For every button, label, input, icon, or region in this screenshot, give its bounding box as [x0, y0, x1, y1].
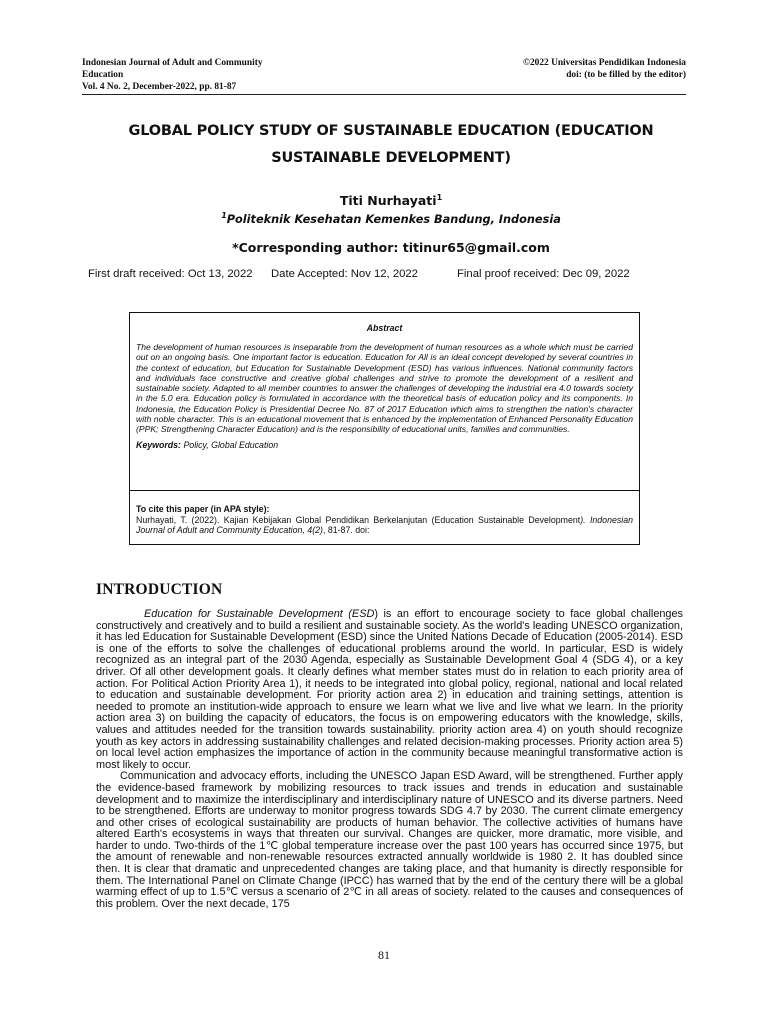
- keywords: [136, 440, 633, 450]
- paper-title-line1: GLOBAL POLICY STUDY OF SUSTAINABLE EDUCATION (EDUCATION: [128, 123, 654, 139]
- abstract-text: The development of human resources is inseparable from the development of human resources as a whole which must be carried out on an ongoing basis. One important factor is education. Education for All is an ideal concept developed by several countries in the context of education, but Education for Sustainable Development (ESD) has various influences. National community factors and individuals face constructive and creative global challenges and strive to promote the development of a resilient and sustainable society. Adapted to all member countries to answer the challenges of developing the industrial era 4.0 towards society in the 5.0 era. Education policy is formulated in accordance with the theoretical basis of education policy and its components. In Indonesia, the Education Policy is Presidential Decree No. 87 of 2017 Education which aims to strengthen the nation's character with noble character. This is an educational movement that is enhanced by the implementation of Enhanced Personality Education (PPK; Strengthening Character Education) and is the responsibility of educational units, families and communities.: [136, 342, 633, 435]
- body-paragraph: Communication and advocacy efforts, including the UNESCO Japan ESD Award, will be strengthened. Further apply the evidence-based framework by mobilizing resources to track issues and trends in education and sustainable development and to maximize the interdisciplinary and interdisciplinary nature of UNESCO and its diverse partners. Need to be strengthened. Efforts are underway to monitor progress towards SDG 4.7 by 2030. The current climate emergency and other crises of ecological sustainability are products of human behavior. The collective activities of humans have altered Earth's ecosystems in ways that threaten our survival. Changes are quicker, more dramatic, more visible, and harder to undo. Two-thirds of the 1℃ global temperature increase over the past 100 years has occurred since 1975, but the amount of renewable and non-renewable resources extracted annually worldwide is 1980 2. It has doubled since then. It is clear that dramatic and unprecedented changes are taking place, and that humanity is directly responsible for them. The International Panel on Climate Change (IPCC) has warned that by the end of the century there will be a global warming effect of up to 1.5℃ versus a scenario of 2℃ in all areas of society. related to the causes and consequences of this problem. Over the next decade, 175: [96, 770, 683, 910]
- accepted-date: Date Accepted: Nov 12, 2022: [271, 268, 418, 280]
- copyright-notice: ©2022 Universitas Pendidikan Indonesia: [522, 58, 686, 68]
- citation-text: [136, 515, 633, 536]
- paper-title-line2: SUSTAINABLE DEVELOPMENT): [271, 150, 511, 166]
- author-affiliation: [100, 211, 682, 226]
- introduction-body: [96, 609, 683, 910]
- citation-box: [129, 491, 640, 545]
- journal-name-line2: Education: [82, 70, 124, 80]
- citation-end: , 81-87. doi:: [322, 525, 370, 535]
- citation-heading: To cite this paper (in APA style):: [136, 504, 270, 514]
- corresponding-author: *Corresponding author: titinur65@gmail.com: [232, 240, 550, 255]
- journal-info: [82, 57, 332, 93]
- affil-mark: 1: [221, 211, 227, 220]
- journal-volume: Vol. 4 No. 2, December-2022, pp. 81-87: [82, 82, 237, 92]
- keywords-label: Keywords:: [136, 439, 181, 450]
- first-draft-date: First draft received: Oct 13, 2022: [88, 268, 253, 280]
- affil-text: Politeknik Kesehatan Kemenkes Bandung, Indonesia: [226, 212, 561, 226]
- journal-name-line1: Indonesian Journal of Adult and Community: [82, 58, 263, 68]
- author-affil-mark: 1: [436, 193, 443, 202]
- citation-italic: ). Indonesian Journal of Adult and Community Education, 4(2): [136, 514, 633, 535]
- running-header: [82, 57, 686, 97]
- author-name-text: Titi Nurhayati: [339, 193, 437, 209]
- doi-notice: doi: (to be filled by the editor): [566, 70, 686, 80]
- header-divider: [82, 94, 686, 95]
- citation-plain: Nurhayati, T. (2022). Kajian Kebijakan Global Pendidikan Berkelanjutan (Education Sustainable Development: [136, 514, 581, 525]
- page-number: 81: [378, 948, 390, 962]
- keywords-text: Policy, Global Education: [183, 439, 279, 450]
- author-name: [100, 193, 682, 208]
- body-paragraph: [96, 609, 683, 771]
- publisher-info: [446, 57, 686, 81]
- abstract-box: [129, 312, 640, 491]
- paper-title: [100, 118, 682, 172]
- paragraph-1-text: ) is an effort to encourage society to face global challenges constructively and creatively and to build a resilient and sustainable society. As the world's leading UNESCO organization, it has led Education for Sustainable Development (ESD) since the United Nations Decade of Education (2005-2014). ESD is one of the efforts to solve the challenges of educational problems around the world. In particular, ESD is widely recognized as an integral part of the 2030 Agenda, especially as Sustainable Development Goal 4 (SDG 4), or a key driver. Of all other development goals. It clearly defines what member states must do in relation to each priority area of action. For Political Action Priority Area 1), it needs to be integrated into global policy, regional, national and local related to education and sustainable development. For priority action area 2) in education and training settings, attention is needed to promote an institution-wide approach to ensure we learn what we live and live what we learn. In the priority action area 3) on building the capacity of educators, the focus is on empowering educators with the knowledge, skills, values and attitudes needed for the transition towards sustainability. priority action area 4) on youth should recognize youth as key actors in addressing sustainability challenges and related decision-making processes. Priority action area 5) on local level action emphasizes the importance of action in the community because meaningful transformative action is most likely to occur.: [96, 608, 683, 771]
- esd-term: Education for Sustainable Development (ESD: [144, 608, 375, 620]
- abstract-heading: Abstract: [366, 323, 403, 333]
- section-heading-introduction: INTRODUCTION: [96, 581, 223, 598]
- final-proof-date: Final proof received: Dec 09, 2022: [457, 268, 630, 280]
